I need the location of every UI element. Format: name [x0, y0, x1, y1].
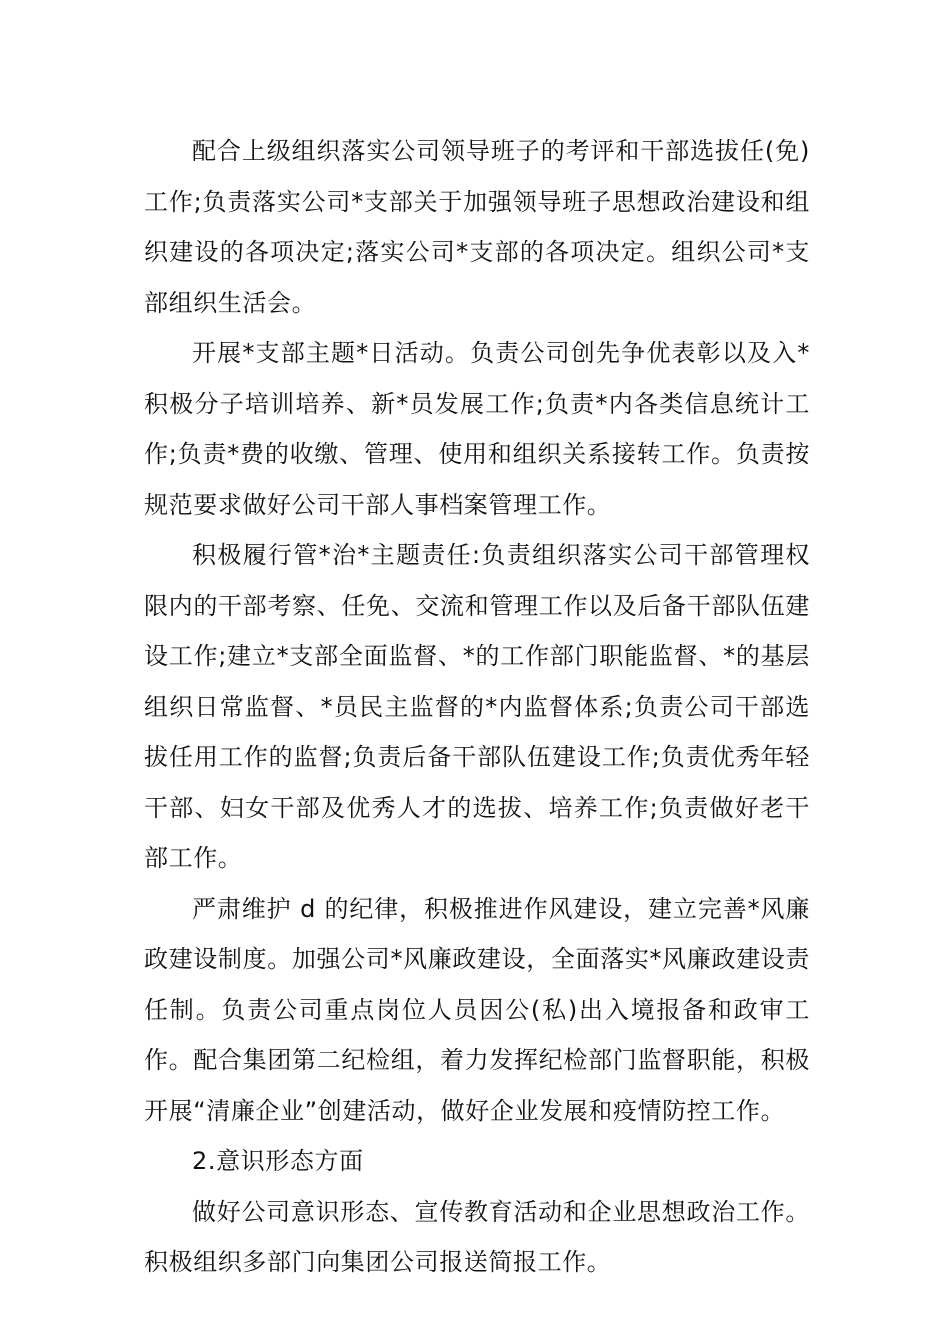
paragraph-cadre-selection: 配合上级组织落实公司领导班子的考评和干部选拔任(免)工作;负责落实公司*支部关于加强领导班子思想政治建设和组织建设的各项决定;落实公司*支部的各项决定。组织公司*支部组织生活会。 [144, 137, 810, 317]
paragraph-ideology-work: 做好公司意识形态、宣传教育活动和企业思想政治工作。积极组织多部门向集团公司报送简报工作。 [144, 1197, 810, 1276]
section-heading-ideology: 2.意识形态方面 [192, 1147, 364, 1175]
document-body [144, 126, 810, 1288]
paragraph-discipline: 严肃维护 d 的纪律，积极推进作风建设，建立完善*风廉政建设制度。加强公司*风廉政建设，全面落实*风廉政建设责任制。负责公司重点岗位人员因公(私)出入境报备和政审工作。配合集团第二纪检组，着力发挥纪检部门监督职能，积极开展“清廉企业”创建活动，做好企业发展和疫情防控工作。 [144, 894, 810, 1125]
paragraph-supervision-system: 积极履行管*治*主题责任:负责组织落实公司干部管理权限内的干部考察、任免、交流和管理工作以及后备干部队伍建设工作;建立*支部全面监督、*的工作部门职能监督、*的基层组织日常监督、*员民主监督的*内监督体系;负责公司干部选拔任用工作的监督;负责后备干部队伍建设工作;负责优秀年轻干部、妇女干部及优秀人才的选拔、培养工作;负责做好老干部工作。 [144, 541, 810, 872]
paragraph-branch-activities: 开展*支部主题*日活动。负责公司创先争优表彰以及入*积极分子培训培养、新*员发展工作;负责*内各类信息统计工作;负责*费的收缴、管理、使用和组织关系接转工作。负责按规范要求做好公司干部人事档案管理工作。 [144, 339, 810, 519]
